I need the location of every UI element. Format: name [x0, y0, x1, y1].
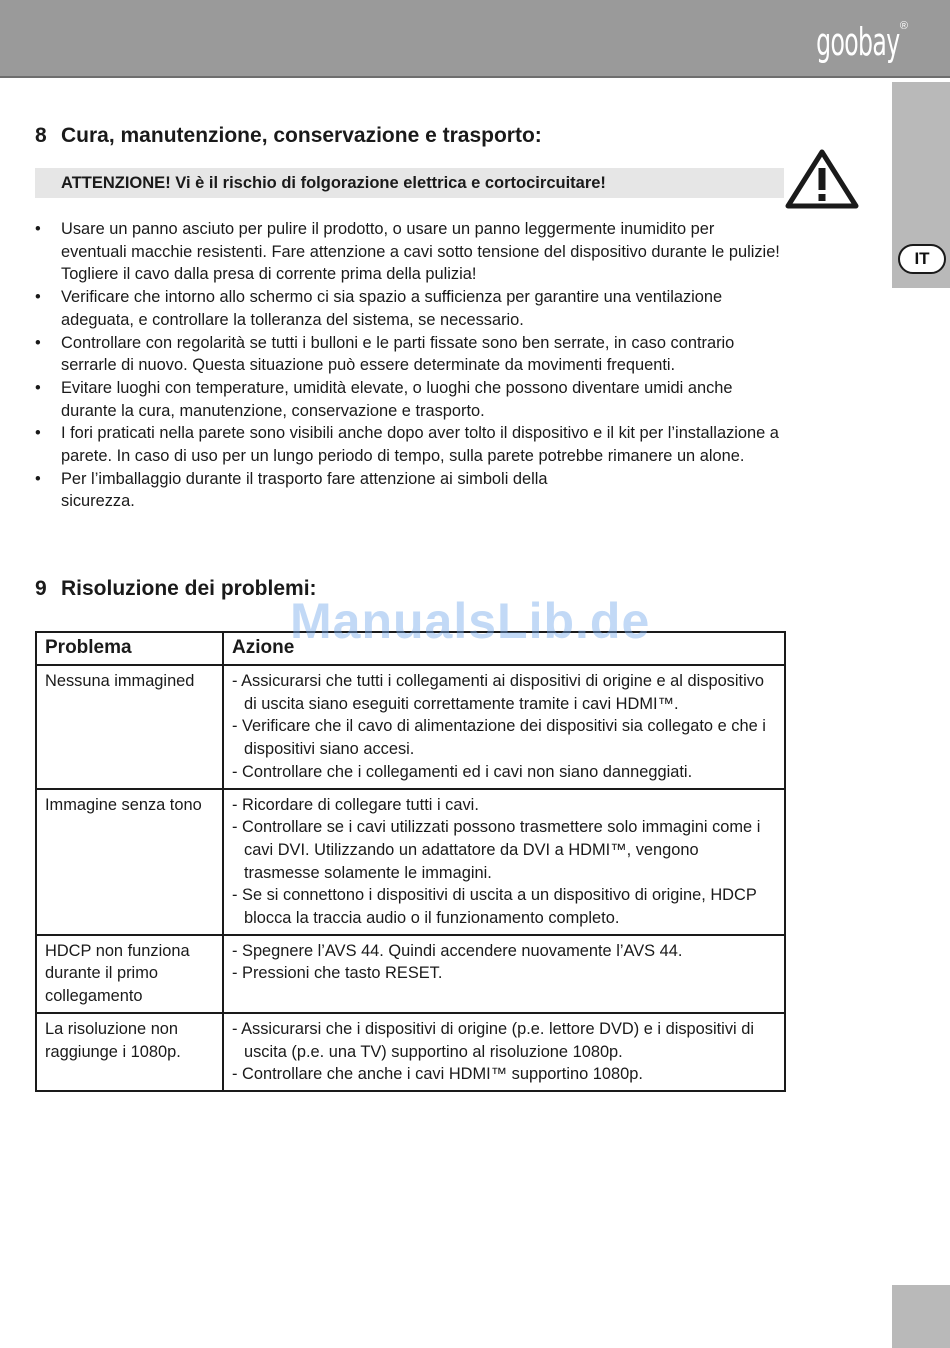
brand-logo: goobay: [816, 20, 900, 64]
section-9-heading: [35, 577, 317, 601]
table-row: [36, 1013, 785, 1091]
language-badge: IT: [898, 244, 946, 274]
problem-cell: Nessuna immagined: [36, 665, 223, 789]
warning-text: ATTENZIONE! Vi è il rischio di folgorazione elettrica e cortocircuitare!: [61, 174, 606, 192]
section-9-number: 9: [35, 577, 47, 600]
troubleshooting-table: [35, 631, 786, 1092]
action-item: - Controllare se i cavi utilizzati possono trasmettere solo immagini come i cavi DVI. Utilizzando un adattatore da DVI a HDMI™, vengono trasmesse solamente le immagini.: [232, 818, 761, 882]
warning-banner: [35, 168, 784, 198]
problem-cell: HDCP non funziona durante il primo collegamento: [36, 935, 223, 1013]
action-item: - Assicurarsi che tutti i collegamenti ai dispositivi di origine e al dispositivo di uscita siano eseguiti correttamente tramite i cavi HDMI™.: [232, 672, 765, 713]
action-item: - Se si connettono i dispositivi di uscita a un dispositivo di origine, HDCP blocca la traccia audio o il funzionamento completo.: [232, 886, 757, 928]
action-item: - Spegnere l’AVS 44. Quindi accendere nuovamente l’AVS 44.: [232, 941, 683, 960]
watermark: ManualsLib.de: [290, 593, 651, 649]
registered-mark: ®: [899, 20, 908, 32]
list-item: • Verificare che intorno allo schermo ci sia spazio a sufficienza per garantire una ventilazione adeguata, e controllare la tolleranza del sistema, se necessario.: [35, 286, 780, 331]
problem-cell: Immagine senza tono: [36, 789, 223, 935]
page-header: [0, 0, 950, 78]
section-8-title: Cura, manutenzione, conservazione e trasporto:: [61, 124, 542, 147]
action-item: - Controllare che anche i cavi HDMI™ supportino 1080p.: [232, 1065, 643, 1084]
care-instructions-list: [35, 218, 780, 513]
list-item: • I fori praticati nella parete sono visibili anche dopo aver tolto il dispositivo e il kit per l’installazione a parete. In caso di uso per un lungo periodo di tempo, sulla parete potrebbe rimanere un alone.: [35, 422, 780, 467]
problem-cell: La risoluzione non raggiunge i 1080p.: [36, 1013, 223, 1091]
list-item: • Evitare luoghi con temperature, umidità elevate, o luoghi che possono diventare umidi anche durante la cura, manutenzione, conservazione e trasporto.: [35, 377, 780, 422]
warning-triangle-icon: [785, 148, 859, 210]
action-cell: [223, 935, 785, 1013]
table-row: [36, 789, 785, 935]
list-item: • Per l’imballaggio durante il trasporto fare attenzione ai simboli della sicurezza.: [35, 468, 780, 513]
action-item: - Ricordare di collegare tutti i cavi.: [232, 795, 479, 814]
section-8-heading: [35, 124, 542, 148]
table-row: [36, 935, 785, 1013]
action-item: - Pressioni che tasto RESET.: [232, 964, 443, 983]
section-8-number: 8: [35, 124, 47, 147]
action-cell: [223, 1013, 785, 1091]
section-9-title: Risoluzione dei problemi:: [61, 577, 317, 600]
action-item: - Assicurarsi che i dispositivi di origine (p.e. lettore DVD) e i dispositivi di uscita (p.e. una TV) supportino al risoluzione 1080p.: [232, 1019, 754, 1061]
list-item: • Usare un panno asciuto per pulire il prodotto, o usare un panno leggermente inumidito per eventuali macchie resistenti. Fare attenzione a cavi sotto tensione del dispositivo durante le pulizie! Togliere il cavo dalla presa di corrente prima della pulizia!: [35, 218, 780, 286]
column-header-action: Azione: [223, 632, 785, 665]
page-corner-tab: [892, 1285, 950, 1348]
action-cell: [223, 789, 785, 935]
action-cell: [223, 665, 785, 789]
table-row: [36, 665, 785, 789]
column-header-problem: Problema: [36, 632, 223, 665]
action-item: - Controllare che i collegamenti ed i cavi non siano danneggiati.: [232, 762, 693, 781]
action-item: - Verificare che il cavo di alimentazione dei dispositivi sia collegato e che i dispositivi siano accesi.: [232, 717, 766, 759]
list-item: • Controllare con regolarità se tutti i bulloni e le parti fissate sono ben serrate, in caso contrario serrarle di nuovo. Questa situazione può essere determinate da movimenti frequenti.: [35, 332, 780, 377]
